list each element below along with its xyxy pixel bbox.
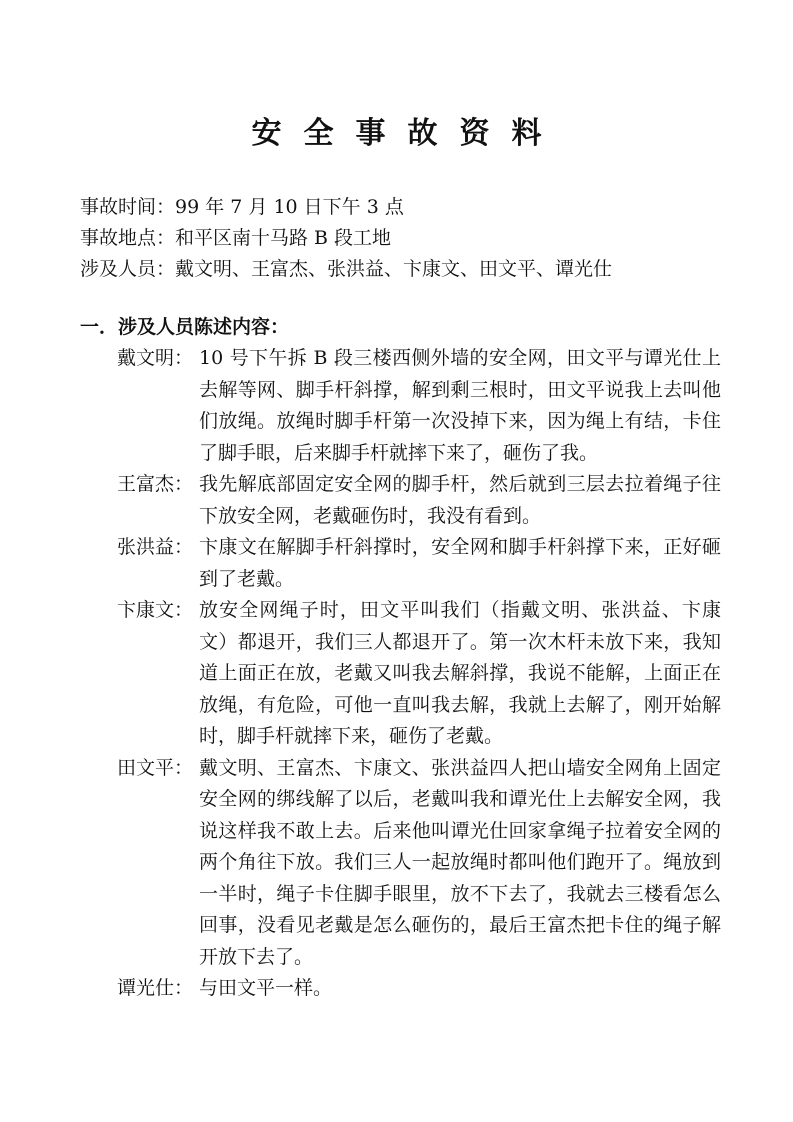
statement-speaker: 谭光仕： [117,977,194,999]
statement-text: 与田文平一样。 [199,977,333,999]
statement-speaker: 戴文明： [117,347,194,369]
statement-text: 10 号下午拆 B 段三楼西侧外墙的安全网，田文平与谭光仕上去解等网、脚手杆斜撑，解到剩三根时，田文平说我上去叫他们放绳。放绳时脚手杆第一次没掉下来，因为绳上有结，卡住了脚手眼，后来脚手杆就摔下来了，砸伤了我。 [199,347,721,464]
statement-text: 放安全网绳子时，田文平叫我们（指戴文明、张洪益、卞康文）都退开，我们三人都退开了。第一次木杆未放下来，我知道上面正在放，老戴又叫我去解斜撑，我说不能解，上面正在放绳，有危险，可他一直叫我去解，我就上去解了，刚开始解时，脚手杆就摔下来，砸伤了老戴。 [199,599,721,747]
incident-location-value: 和平区南十马路 B 段工地 [175,227,392,249]
incident-time-value: 99 年 7 月 10 日下午 3 点 [175,196,404,218]
statement-text: 我先解底部固定安全网的脚手杆，然后就到三层去拉着绳子往下放安全网，老戴砸伤时，我没有看到。 [199,473,721,527]
statement-text: 卞康文在解脚手杆斜撑时，安全网和脚手杆斜撑下来，正好砸到了老戴。 [199,536,721,590]
statement-speaker: 张洪益： [117,536,194,558]
statement-speaker: 王富杰： [117,473,194,495]
incident-time-line [80,192,720,223]
statement-text: 戴文明、王富杰、卞康文、张洪益四人把山墙安全网角上固定安全网的绑线解了以后，老戴叫我和谭光仕上去解安全网，我说这样我不敢上去。后来他叫谭光仕回家拿绳子拉着安全网的两个角往下放。我们三人一起放绳时都叫他们跑开了。绳放到一半时，绳子卡住脚手眼里，放不下去了，我就去三楼看怎么回事，没看见老戴是怎么砸伤的，最后王富杰把卡住的绳子解开放下去了。 [199,756,721,968]
document-title: 安全事故资料 [251,116,564,151]
statement-item [117,469,721,532]
statements-list [117,343,721,1005]
statement-item [117,753,721,974]
statement-item [117,973,721,1005]
incident-location-label: 事故地点： [80,227,176,249]
incident-time-label: 事故时间： [80,196,176,218]
section-heading: 一．涉及人员陈述内容： [80,316,290,338]
statement-speaker: 田文平： [117,756,194,779]
statement-item [117,595,721,753]
involved-persons-value: 戴文明、王富杰、张洪益、卞康文、田文平、谭光仕 [175,258,613,280]
statement-item [117,532,721,595]
statement-speaker: 卞康文： [117,599,194,621]
involved-persons-label: 涉及人员： [80,258,176,280]
involved-persons-line [80,254,720,285]
incident-info [80,192,720,285]
statement-item [117,343,721,469]
incident-location-line [80,223,720,254]
